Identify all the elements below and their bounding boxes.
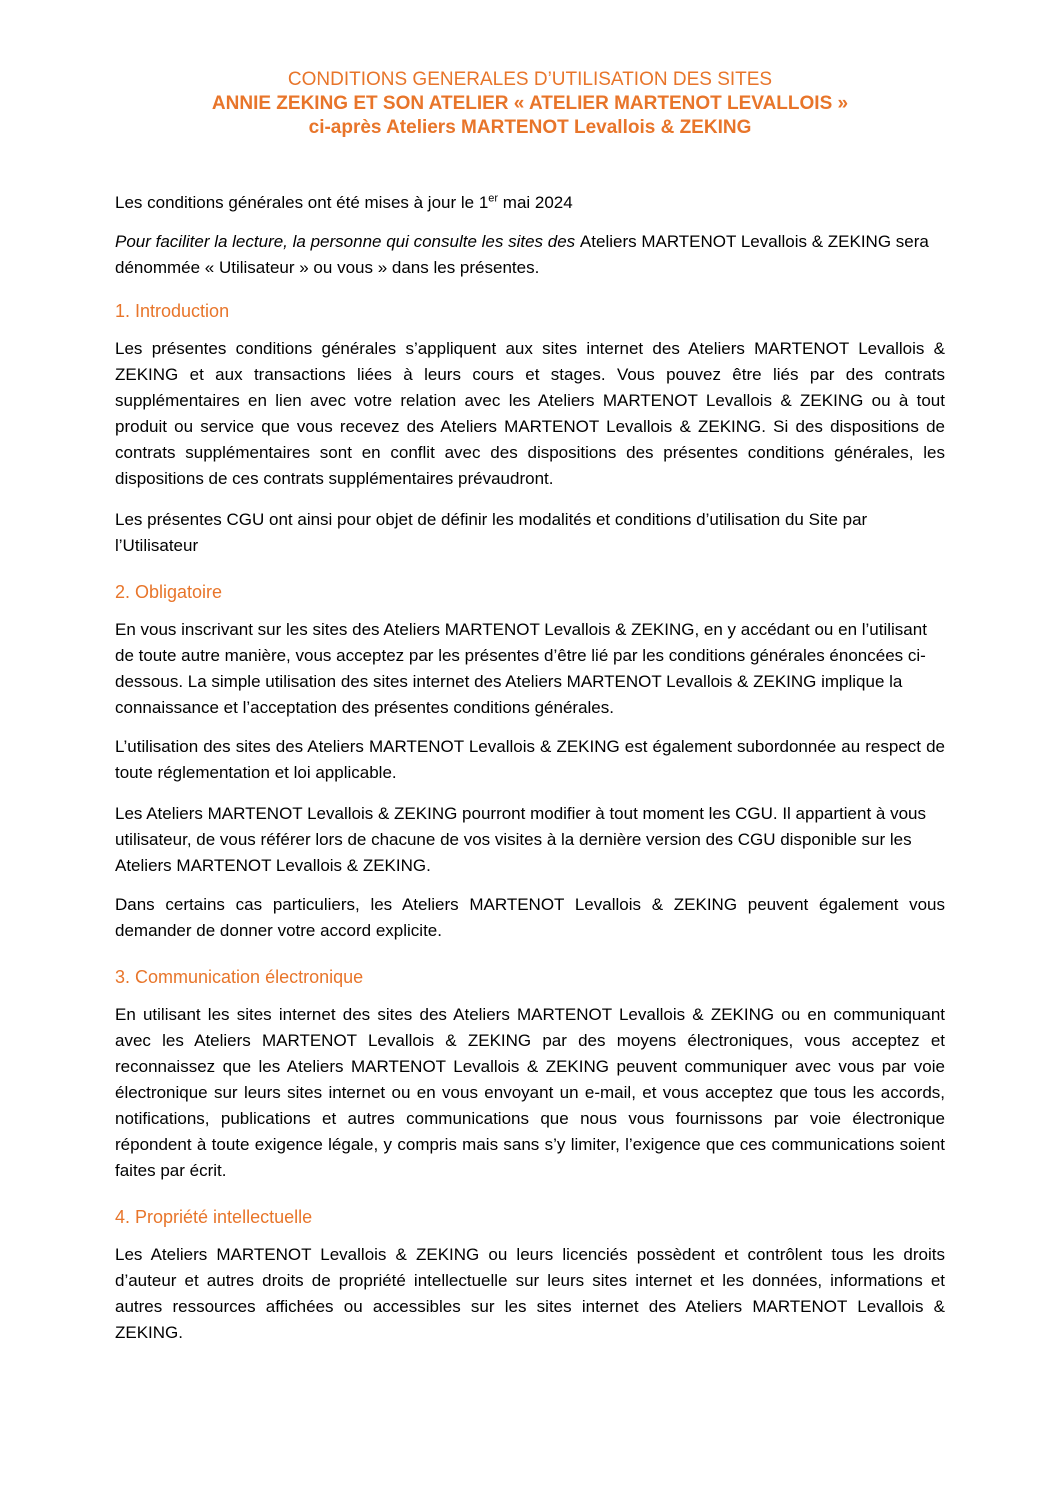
title-line-3: ci-après Ateliers MARTENOT Levallois & ZEKING xyxy=(308,117,752,138)
section3-paragraph-1: En utilisant les sites internet des sites des Ateliers MARTENOT Levallois & ZEKING ou en communiquant avec les Ateliers MARTENOT Levallois & ZEKING par des moyens électroniques, vous acceptez et reconnaissez que les Ateliers MARTENOT Levallois & ZEKING peuvent communiquer avec vous par voie électronique sur leurs sites internet ou en vous envoyant un e-mail, et vous acceptez que tous les accords, notifications, publications et autres communications que nous vous fournissons par voie électronique répondent à toute exigence légale, y compris mais sans s’y limiter, l’exigence que ces communications soient faites par écrit. xyxy=(115,1005,945,1180)
reader-note-italic-part: Pour faciliter la lecture, la personne qui consulte les sites des xyxy=(115,232,580,251)
section2-paragraph-1: En vous inscrivant sur les sites des Ateliers MARTENOT Levallois & ZEKING, en y accédant ou en l’utilisant de toute autre manière, vous acceptez par les présentes d’être lié par les conditions générales énoncées ci-dessous. La simple utilisation des sites internet des Ateliers MARTENOT Levallois & ZEKING implique la connaissance et l’acceptation des présentes conditions générales. xyxy=(115,620,927,717)
title-line-2: ANNIE ZEKING ET SON ATELIER « ATELIER MARTENOT LEVALLOIS » xyxy=(211,93,849,114)
section2-paragraph-3: Les Ateliers MARTENOT Levallois & ZEKING pourront modifier à tout moment les CGU. Il appartient à vous utilisateur, de vous référer lors de chacune de vos visites à la dernière version des CGU disponible sur les Ateliers MARTENOT Levallois & ZEKING. xyxy=(115,804,926,875)
section1-paragraph-1: Les présentes conditions générales s’appliquent aux sites internet des Ateliers MARTENOT Levallois & ZEKING et aux transactions liées à leurs cours et stages. Vous pouvez être liés par des contrats supplémentaires en lien avec votre relation avec les Ateliers MARTENOT Levallois & ZEKING ou à tout produit ou service que vous recevez des Ateliers MARTENOT Levallois & ZEKING. Si des dispositions de contrats supplémentaires sont en conflit avec des dispositions des présentes conditions générales, les dispositions de ces contrats supplémentaires prévaudront. xyxy=(115,339,945,488)
section1-paragraph-2: Les présentes CGU ont ainsi pour objet de définir les modalités et conditions d’utilisation du Site par l’Utilisateur xyxy=(115,510,868,555)
reader-note-regular-part: Ateliers MARTENOT Levallois & ZEKING sera dénommée « Utilisateur » ou vous » dans les présentes. xyxy=(115,232,929,277)
section-heading-obligatoire: 2. Obligatoire xyxy=(115,582,223,602)
ordinal-superscript: er xyxy=(488,192,499,205)
section4-paragraph-1: Les Ateliers MARTENOT Levallois & ZEKING ou leurs licenciés possèdent et contrôlent tous les droits d’auteur et autres droits de propriété intellectuelle sur leurs sites internet et les données, informations et autres ressources affichées ou accessibles sur les sites internet des Ateliers MARTENOT Levallois & ZEKING. xyxy=(115,1245,945,1342)
section-heading-introduction: 1. Introduction xyxy=(115,301,230,321)
updated-date-line xyxy=(115,190,945,216)
section2-paragraph-2: L’utilisation des sites des Ateliers MARTENOT Levallois & ZEKING est également subordonnée au respect de toute réglementation et loi applicable. xyxy=(115,737,945,782)
reader-note-paragraph xyxy=(115,229,945,281)
updated-date-suffix: mai 2024 xyxy=(498,193,573,212)
updated-date-prefix: Les conditions générales ont été mises à jour le 1 xyxy=(115,193,489,212)
section-heading-communication-electronique: 3. Communication électronique xyxy=(115,967,364,987)
section2-paragraph-4: Dans certains cas particuliers, les Ateliers MARTENOT Levallois & ZEKING peuvent également vous demander de donner votre accord explicite. xyxy=(115,895,945,940)
section-heading-propriete-intellectuelle: 4. Propriété intellectuelle xyxy=(115,1207,313,1227)
document-header xyxy=(115,68,945,140)
title-line-1: CONDITIONS GENERALES D’UTILISATION DES SITES xyxy=(287,69,773,90)
